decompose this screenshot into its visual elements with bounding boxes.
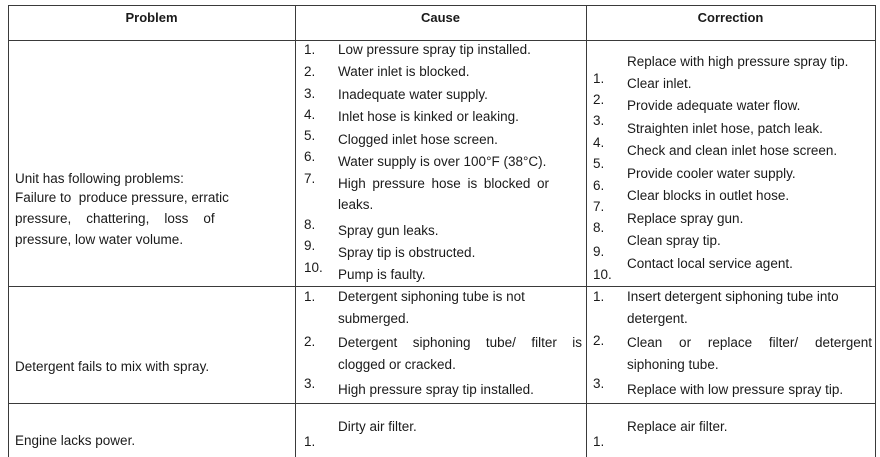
row1-cause-num-6: 6.: [304, 149, 316, 164]
row1-cause-line-10: Spray tip is obstructed.: [338, 245, 476, 260]
row1-cause-num-7: 7.: [304, 171, 316, 186]
row1-cause-line-3: Inadequate water supply.: [338, 87, 488, 102]
row3-correction-num-1: 1.: [593, 434, 605, 449]
row1-correction-num-8: 8.: [593, 220, 605, 235]
row1-correction-line-6: Provide cooler water supply.: [627, 166, 796, 181]
row1-cause-line-7: High pressure hose is blocked or: [338, 176, 549, 191]
row1-correction-num-4: 4.: [593, 135, 605, 150]
row1-problem-line1: Unit has following problems:: [15, 171, 184, 186]
row1-cause-num-2: 2.: [304, 64, 316, 79]
row1-problem-line2: Failure to produce pressure, erratic: [15, 190, 229, 205]
row1-correction-num-5: 5.: [593, 156, 605, 171]
row2-correction-line-2: detergent.: [627, 311, 688, 326]
row2-cause-line-4: clogged or cracked.: [338, 357, 456, 372]
table-rule-col2: [586, 5, 587, 457]
header-problem: Problem: [125, 10, 178, 25]
row1-cause-num-9: 9.: [304, 238, 316, 253]
row1-problem-line4: pressure, low water volume.: [15, 232, 184, 247]
table-rule-row2-bottom: [8, 403, 876, 404]
row3-correction-line-1: Replace air filter.: [627, 419, 728, 434]
row2-correction-line-1: Insert detergent siphoning tube into: [627, 289, 839, 304]
row1-cause-num-3: 3.: [304, 86, 316, 101]
row3-problem-line1: Engine lacks power.: [15, 433, 136, 448]
row1-cause-line-11: Pump is faulty.: [338, 267, 426, 282]
row1-cause-num-8: 8.: [304, 217, 316, 232]
row3-cause-line-1: Dirty air filter.: [338, 419, 417, 434]
header-cause: Cause: [420, 10, 461, 25]
table-rule-row1-bottom: [8, 286, 876, 287]
row2-correction-num-1: 1.: [593, 289, 605, 304]
row1-cause-line-1: Low pressure spray tip installed.: [338, 42, 531, 57]
row2-correction-line-5: Replace with low pressure spray tip.: [627, 382, 844, 397]
row1-cause-line-4: Inlet hose is kinked or leaking.: [338, 109, 519, 124]
row2-cause-line-3: Detergent siphoning tube/ filter is: [338, 335, 582, 350]
row1-correction-num-9: 9.: [593, 244, 605, 259]
row1-cause-line-6: Water supply is over 100°F (38°C).: [338, 154, 547, 169]
row1-correction-num-3: 3.: [593, 113, 605, 128]
row1-cause-line-9: Spray gun leaks.: [338, 223, 439, 238]
row1-correction-num-2: 2.: [593, 92, 605, 107]
row1-correction-num-7: 7.: [593, 199, 605, 214]
row3-cause-num-1: 1.: [304, 434, 316, 449]
row1-correction-num-10: 10.: [593, 267, 612, 282]
row1-correction-line-2: Clear inlet.: [627, 76, 692, 91]
row2-cause-line-2: submerged.: [338, 311, 410, 326]
row2-cause-line-5: High pressure spray tip installed.: [338, 382, 534, 397]
row1-correction-line-1: Replace with high pressure spray tip.: [627, 54, 849, 69]
row1-correction-num-1: 1.: [593, 71, 605, 86]
row2-correction-line-4: siphoning tube.: [627, 357, 719, 372]
row1-cause-line-5: Clogged inlet hose screen.: [338, 132, 498, 147]
row2-cause-num-2: 2.: [304, 334, 316, 349]
row1-correction-line-7: Clear blocks in outlet hose.: [627, 188, 790, 203]
row1-correction-line-10: Contact local service agent.: [627, 256, 793, 271]
row1-correction-line-5: Check and clean inlet hose screen.: [627, 143, 838, 158]
row2-cause-num-1: 1.: [304, 289, 316, 304]
row1-correction-line-3: Provide adequate water flow.: [627, 98, 801, 113]
row2-cause-num-3: 3.: [304, 376, 316, 391]
row2-correction-num-2: 2.: [593, 333, 605, 348]
header-correction: Correction: [697, 10, 764, 25]
table-rule-top: [8, 5, 876, 6]
row1-cause-num-5: 5.: [304, 128, 316, 143]
row1-cause-line-8: leaks.: [338, 197, 374, 212]
row1-cause-num-4: 4.: [304, 107, 316, 122]
row1-cause-num-1: 1.: [304, 42, 316, 57]
table-rule-left: [8, 5, 9, 457]
table-rule-right: [875, 5, 876, 457]
row2-problem-line1: Detergent fails to mix with spray.: [15, 359, 210, 374]
row1-correction-num-6: 6.: [593, 178, 605, 193]
row1-problem-line3: pressure, chattering, loss of: [15, 211, 215, 226]
row2-cause-line-1: Detergent siphoning tube is not: [338, 289, 525, 304]
row2-correction-num-3: 3.: [593, 376, 605, 391]
row1-correction-line-8: Replace spray gun.: [627, 211, 744, 226]
row2-correction-line-3: Clean or replace filter/ detergent: [627, 335, 872, 350]
row1-correction-line-4: Straighten inlet hose, patch leak.: [627, 121, 823, 136]
row1-cause-line-2: Water inlet is blocked.: [338, 64, 470, 79]
table-rule-col1: [295, 5, 296, 457]
row1-cause-num-10: 10.: [304, 260, 323, 275]
row1-correction-line-9: Clean spray tip.: [627, 233, 721, 248]
